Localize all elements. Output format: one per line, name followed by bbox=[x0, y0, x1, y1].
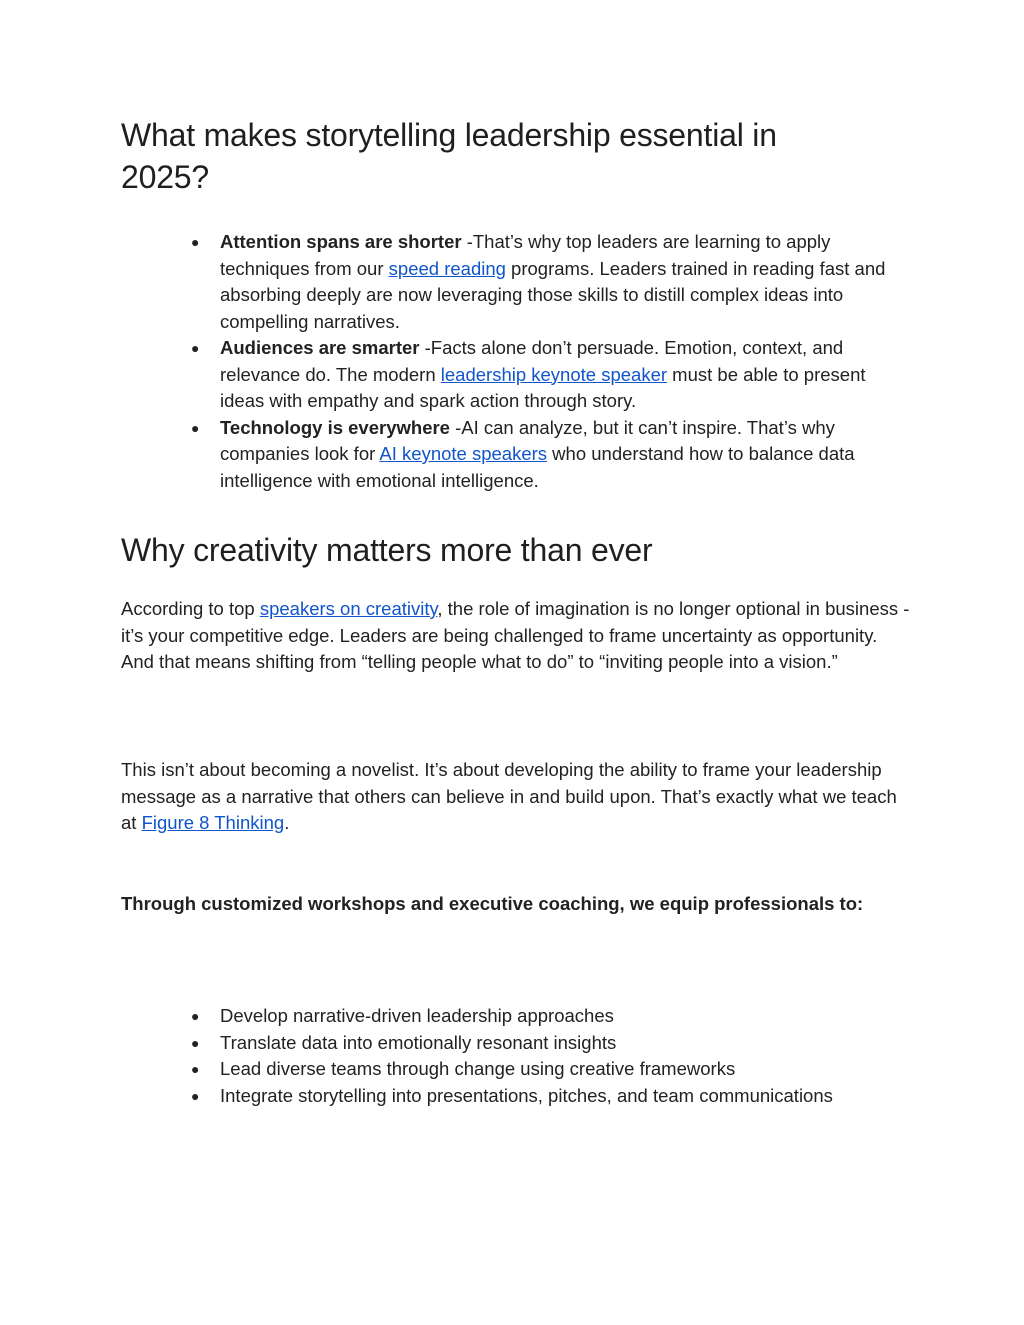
bullet-bold-lead: Attention spans are shorter bbox=[220, 231, 462, 252]
paragraph-text: , the role of imagination is no longer optional in business -it’s your competitive edge. Leaders are being challenged to frame uncertainty as opportunity. And that means shifting from “telling people what to do” to “inviting people into a vision.” bbox=[121, 598, 910, 672]
heading-line-1: What makes storytelling leadership essential in bbox=[121, 117, 777, 153]
bullet-bold-lead: Technology is everywhere bbox=[220, 416, 450, 438]
paragraph-text: According to top bbox=[121, 598, 260, 619]
paragraph-text: . bbox=[284, 812, 290, 833]
bullet-icon: ● bbox=[191, 1087, 200, 1104]
bullet-icon: ● bbox=[191, 1034, 200, 1051]
bullet-bold-lead: Audiences are smarter bbox=[220, 337, 420, 358]
creativity-paragraph bbox=[121, 596, 911, 676]
speakers-on-creativity-link[interactable]: speakers on creativity bbox=[259, 598, 438, 619]
speed-reading-link[interactable]: speed reading bbox=[388, 257, 506, 279]
list-item-text: Develop narrative-driven leadership approaches bbox=[220, 1005, 614, 1026]
bullet-icon: ● bbox=[191, 1061, 200, 1077]
list-item-text: Translate data into emotionally resonant insights bbox=[220, 1031, 617, 1053]
ai-keynote-speakers-link[interactable]: AI keynote speakers bbox=[379, 443, 548, 464]
bullet-icon: ● bbox=[191, 340, 200, 356]
novelist-paragraph bbox=[121, 757, 911, 837]
heading-storytelling-leadership bbox=[121, 114, 777, 198]
list-item bbox=[191, 335, 910, 415]
bullet-text: programs. Leaders trained in reading fast and absorbing deeply are now leveraging those skills to distill complex ideas into compelling narratives. bbox=[220, 257, 886, 332]
bullet-text: -That’s why top leaders are learning to apply techniques from our bbox=[220, 231, 831, 279]
bullet-text: -Facts alone don’t persuade. Emotion, context, and relevance do. The modern bbox=[220, 337, 844, 385]
professional-skills-list bbox=[191, 1003, 910, 1109]
list-item-text: Integrate storytelling into presentations, pitches, and team communications bbox=[220, 1084, 833, 1106]
bullet-icon: ● bbox=[191, 1008, 200, 1024]
storytelling-reasons-list bbox=[191, 229, 910, 494]
list-item bbox=[191, 229, 910, 335]
list-item bbox=[191, 1003, 910, 1030]
heading-line-2: 2025? bbox=[121, 159, 209, 195]
leadership-keynote-speaker-link[interactable]: leadership keynote speaker bbox=[440, 363, 668, 385]
list-item bbox=[191, 415, 910, 495]
workshops-intro: Through customized workshops and executive coaching, we equip professionals to: bbox=[121, 893, 864, 914]
bullet-text: must be able to present ideas with empathy and spark action through story. bbox=[220, 363, 866, 411]
list-item bbox=[191, 1030, 910, 1057]
list-item bbox=[191, 1056, 910, 1083]
figure-8-thinking-link[interactable]: Figure 8 Thinking bbox=[141, 812, 285, 833]
list-item-text: Lead diverse teams through change using creative frameworks bbox=[220, 1058, 736, 1079]
bullet-icon: ● bbox=[191, 419, 200, 436]
bullet-text: -AI can analyze, but it can’t inspire. That’s why companies look for bbox=[220, 416, 835, 464]
bullet-icon: ● bbox=[191, 234, 200, 250]
list-item bbox=[191, 1083, 910, 1110]
bullet-text: who understand how to balance data intelligence with emotional intelligence. bbox=[220, 443, 855, 491]
paragraph-text: This isn’t about becoming a novelist. It’s about developing the ability to frame your leadership message as a narrative that others can believe in and build upon. That’s exactly what we teach at bbox=[121, 759, 897, 833]
heading-creativity-matters: Why creativity matters more than ever bbox=[121, 532, 653, 568]
